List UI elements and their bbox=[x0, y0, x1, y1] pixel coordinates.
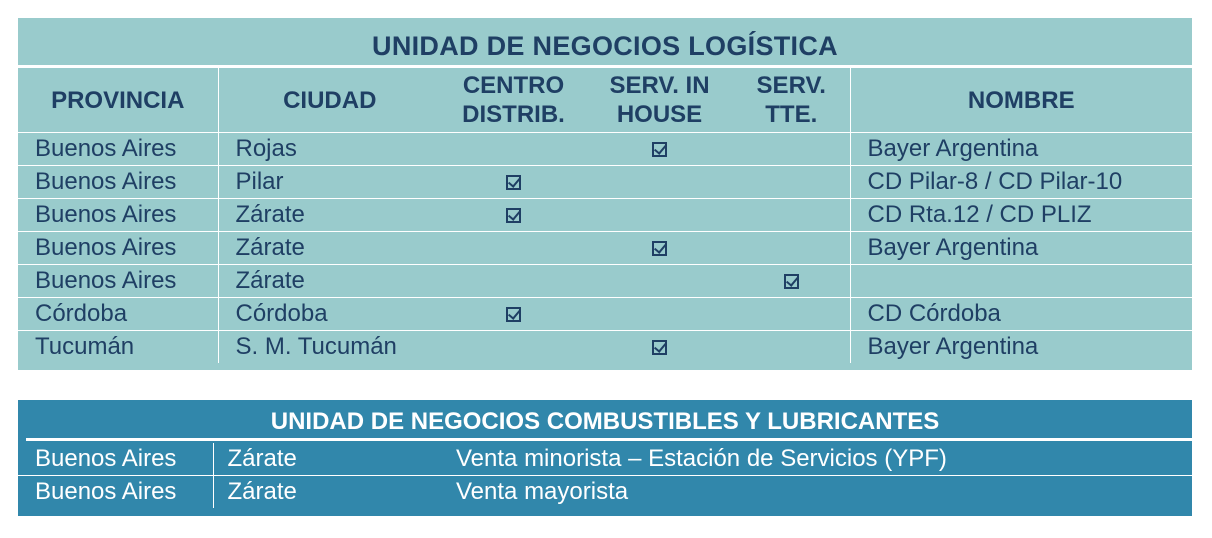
checked-checkbox-icon bbox=[506, 175, 521, 190]
cell-ciudad: Zárate bbox=[213, 476, 439, 509]
table-row bbox=[18, 298, 1192, 331]
checked-checkbox-icon bbox=[652, 142, 667, 157]
col-header-provincia: PROVINCIA bbox=[18, 68, 218, 133]
combustibles-panel bbox=[18, 400, 1192, 516]
checked-checkbox-icon bbox=[506, 307, 521, 322]
cell-ciudad: Zárate bbox=[218, 199, 441, 232]
combustibles-table bbox=[18, 443, 1192, 508]
cell-provincia: Buenos Aires bbox=[18, 166, 218, 199]
cell-nombre: CD Rta.12 / CD PLIZ bbox=[850, 199, 1192, 232]
cell-centro-distrib bbox=[441, 331, 586, 364]
table-row bbox=[18, 476, 1192, 509]
table-row bbox=[18, 166, 1192, 199]
cell-serv-in-house bbox=[586, 265, 733, 298]
cell-serv-in-house bbox=[586, 298, 733, 331]
cell-ciudad: S. M. Tucumán bbox=[218, 331, 441, 364]
cell-centro-distrib bbox=[441, 199, 586, 232]
logistica-title: UNIDAD DE NEGOCIOS LOGÍSTICA bbox=[372, 31, 838, 61]
combustibles-title: UNIDAD DE NEGOCIOS COMBUSTIBLES Y LUBRICANTES bbox=[270, 408, 940, 435]
cell-serv-in-house bbox=[586, 166, 733, 199]
cell-ciudad: Córdoba bbox=[218, 298, 441, 331]
col-header-centro-distrib bbox=[441, 68, 586, 133]
cell-serv-in-house bbox=[586, 133, 733, 166]
checked-checkbox-icon bbox=[784, 274, 799, 289]
cell-ciudad: Zárate bbox=[213, 443, 439, 476]
cell-provincia: Tucumán bbox=[35, 333, 135, 360]
col-header-serv-in-house bbox=[586, 68, 733, 133]
col-header-tte-line1: SERV. bbox=[756, 72, 826, 99]
logistica-header-row bbox=[18, 68, 1192, 133]
cell-ciudad: Zárate bbox=[218, 265, 441, 298]
cell-provincia: Buenos Aires bbox=[18, 133, 218, 166]
cell-nombre: CD Pilar-8 / CD Pilar-10 bbox=[850, 166, 1192, 199]
cell-centro-distrib bbox=[441, 232, 586, 265]
col-header-serv-tte bbox=[733, 68, 850, 133]
cell-descripcion: Venta minorista – Estación de Servicios (YPF) bbox=[439, 443, 1192, 476]
table-row bbox=[18, 443, 1192, 476]
cell-centro-distrib bbox=[441, 265, 586, 298]
col-header-centro-line1: CENTRO bbox=[462, 72, 565, 99]
cell-serv-in-house bbox=[586, 232, 733, 265]
cell-serv-tte bbox=[733, 133, 850, 166]
col-header-inhouse-line1: SERV. IN bbox=[609, 72, 710, 99]
cell-serv-tte bbox=[733, 232, 850, 265]
table-row bbox=[18, 232, 1192, 265]
cell-centro-distrib bbox=[441, 166, 586, 199]
table-row bbox=[18, 331, 1192, 364]
cell-ciudad: Zárate bbox=[218, 232, 441, 265]
col-header-inhouse-line2: HOUSE bbox=[616, 101, 703, 128]
cell-centro-distrib bbox=[441, 133, 586, 166]
table-row bbox=[18, 265, 1192, 298]
logistica-table bbox=[18, 68, 1192, 363]
cell-nombre bbox=[850, 265, 1192, 298]
cell-serv-tte bbox=[733, 199, 850, 232]
checked-checkbox-icon bbox=[652, 241, 667, 256]
title-divider bbox=[26, 438, 1192, 441]
logistica-panel bbox=[18, 18, 1192, 370]
cell-descripcion: Venta mayorista bbox=[456, 478, 629, 505]
cell-centro-distrib bbox=[441, 298, 586, 331]
cell-serv-in-house bbox=[586, 199, 733, 232]
cell-serv-tte bbox=[733, 166, 850, 199]
cell-provincia: Buenos Aires bbox=[35, 478, 177, 505]
checked-checkbox-icon bbox=[506, 208, 521, 223]
cell-nombre: Bayer Argentina bbox=[850, 232, 1192, 265]
cell-nombre: Bayer Argentina bbox=[850, 331, 1192, 364]
cell-nombre: Bayer Argentina bbox=[850, 133, 1192, 166]
col-header-nombre: NOMBRE bbox=[850, 68, 1192, 133]
cell-ciudad: Rojas bbox=[218, 133, 441, 166]
cell-serv-tte bbox=[733, 298, 850, 331]
cell-serv-tte bbox=[733, 265, 850, 298]
cell-provincia: Buenos Aires bbox=[18, 443, 213, 476]
cell-provincia: Buenos Aires bbox=[18, 232, 218, 265]
cell-ciudad: Pilar bbox=[218, 166, 441, 199]
col-header-tte-line2: TTE. bbox=[765, 101, 818, 128]
checked-checkbox-icon bbox=[652, 340, 667, 355]
cell-provincia: Buenos Aires bbox=[18, 265, 218, 298]
table-row bbox=[18, 199, 1192, 232]
cell-serv-tte bbox=[733, 331, 850, 364]
cell-serv-in-house bbox=[586, 331, 733, 364]
cell-provincia: Buenos Aires bbox=[18, 199, 218, 232]
col-header-ciudad: CIUDAD bbox=[218, 68, 441, 133]
col-header-centro-line2: DISTRIB. bbox=[462, 101, 565, 128]
table-row bbox=[18, 133, 1192, 166]
cell-provincia: Córdoba bbox=[18, 298, 218, 331]
cell-nombre: CD Córdoba bbox=[850, 298, 1192, 331]
